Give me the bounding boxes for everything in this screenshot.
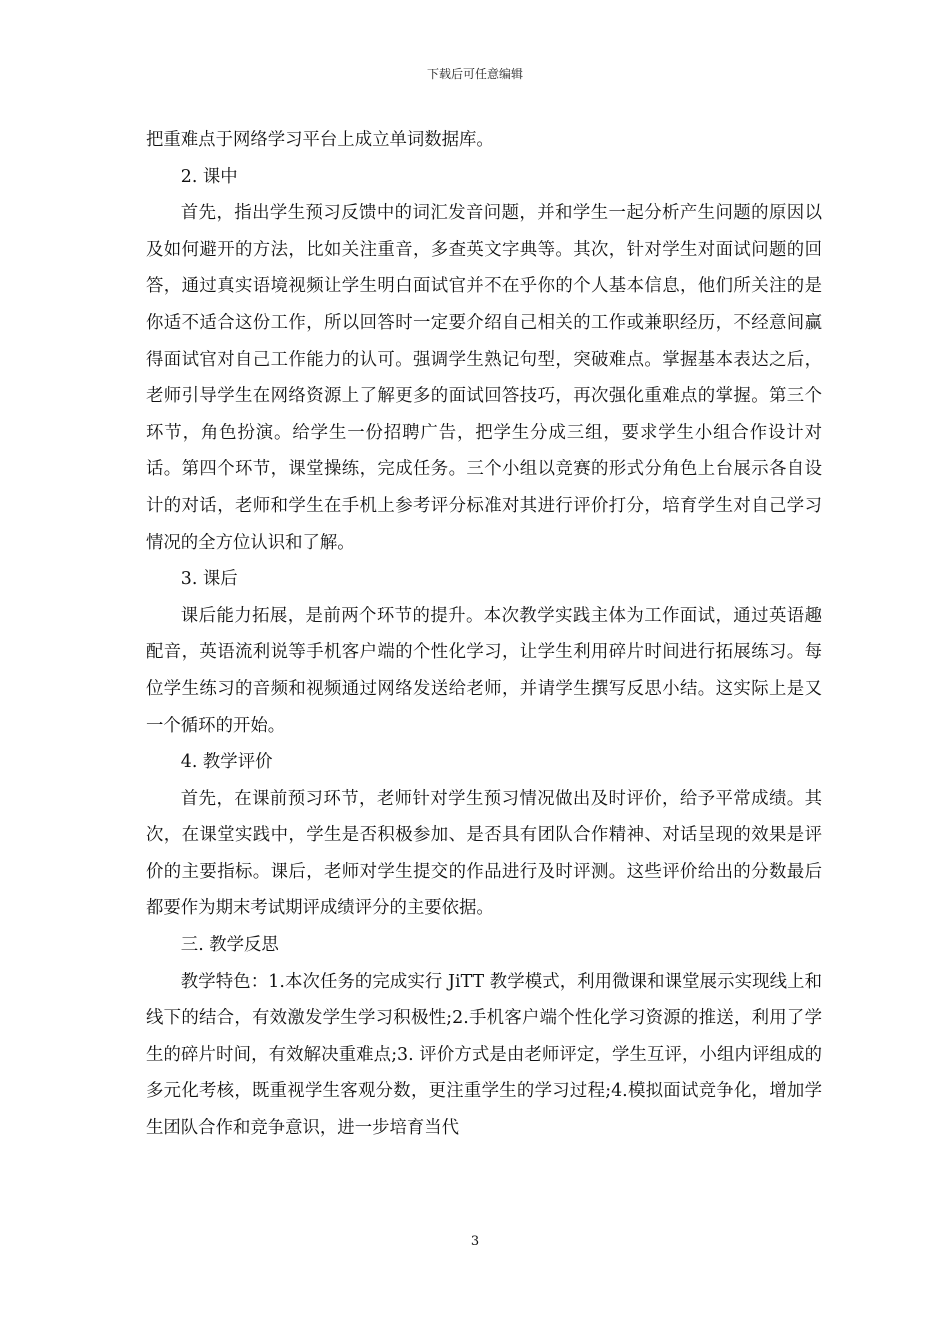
section-heading-reflection: 三. 教学反思 (180, 935, 279, 956)
page-header: 下载后可任意编辑 (426, 67, 523, 81)
section-heading-after-class: 3. 课后 (180, 569, 238, 590)
paragraph-evaluation: 首先，在课前预习环节，老师针对学生预习情况做出及时评价，给予平常成绩。其次，在课堂实践中，学生是否积极参加、是否具有团队合作精神、对话呈现的效果是评价的主要指标。课后，老师对学生提交的作品进行及时评测。这些评价给出的分数最后都要作为期末考试期评成绩评分的主要依据。 (146, 788, 822, 919)
paragraph-in-class: 首先，指出学生预习反馈中的词汇发音问题，并和学生一起分析产生问题的原因以及如何避开的方法，比如关注重音，多查英文字典等。其次，针对学生对面试问题的回答，通过真实语境视频让学生明白面试官并不在乎你的个人基本信息，他们所关注的是你适不适合这份工作，所以回答时一定要介绍自己相关的工作或兼职经历，不经意间赢得面试官对自己工作能力的认可。强调学生熟记句型，突破难点。掌握基本表达之后，老师引导学生在网络资源上了解更多的面试回答技巧，再次强化重难点的掌握。第三个环节，角色扮演。给学生一份招聘广告，把学生分成三组，要求学生小组合作设计对话。第四个环节，课堂操练，完成任务。三个小组以竞赛的形式分角色上台展示各自设计的对话，老师和学生在手机上参考评分标准对其进行评价打分，培育学生对自己学习情况的全方位认识和了解。 (146, 203, 822, 553)
section-heading-evaluation: 4. 教学评价 (180, 752, 273, 773)
paragraph-after-class: 课后能力拓展，是前两个环节的提升。本次教学实践主体为工作面试，通过英语趣配音，英语流利说等手机客户端的个性化学习，让学生利用碎片时间进行拓展练习。每位学生练习的音频和视频通过网络发送给老师，并请学生撰写反思小结。这实际上是又一个循环的开始。 (146, 605, 822, 736)
paragraph-reflection: 教学特色：1.本次任务的完成实行 JiTT 教学模式，利用微课和课堂展示实现线上和线下的结合，有效激发学生学习积极性;2.手机客户端个性化学习资源的推送，利用了学生的碎片时间，有效解决重难点;3. 评价方式是由老师评定，学生互评，小组内评组成的多元化考核，既重视学生客观分数，更注重学生的学习过程;4.模拟面试竞争化，增加学生团队合作和竞争意识，进一步培育当代 (146, 971, 822, 1139)
section-heading-in-class: 2. 课中 (180, 166, 238, 187)
document-body (146, 122, 822, 1147)
paragraph-1: 把重难点于网络学习平台上成立单词数据库。 (146, 130, 494, 150)
page-number: 3 (470, 1234, 480, 1249)
